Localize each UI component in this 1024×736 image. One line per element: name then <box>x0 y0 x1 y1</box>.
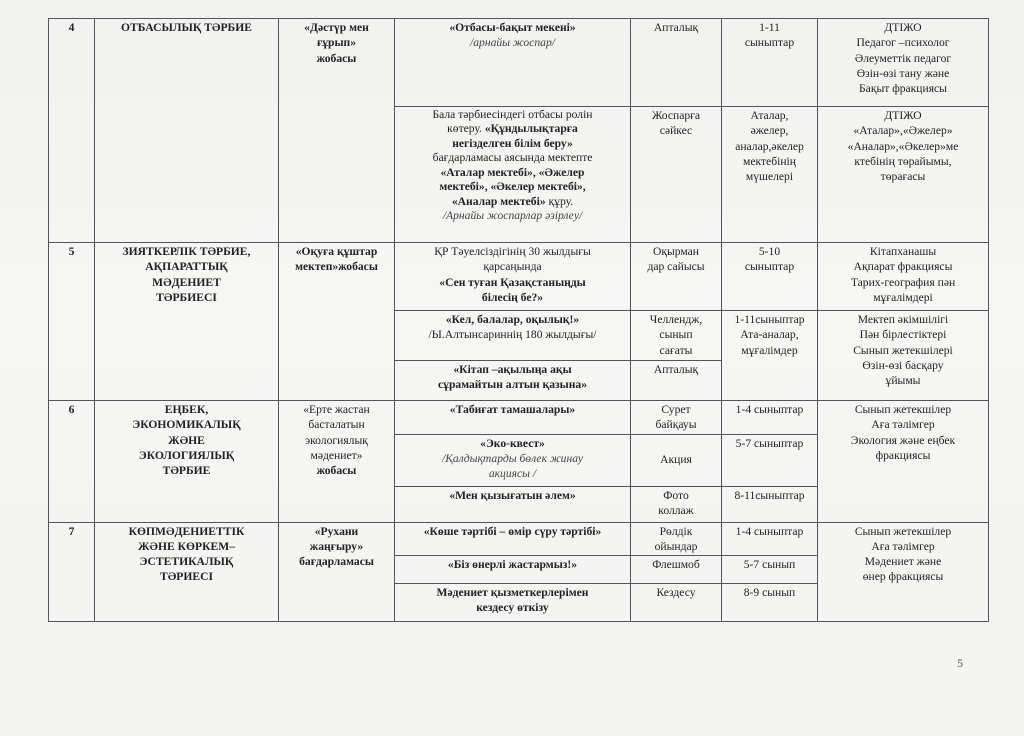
direction-line: ТӘРИЕСІ <box>159 570 213 584</box>
audience-line: мұғалімдер <box>741 343 798 357</box>
event-text: мектебі», «Әкелер мектебі», <box>439 180 586 194</box>
event-cell <box>395 486 631 522</box>
period-line: байқауы <box>655 418 697 432</box>
direction-line: АҚПАРАТТЫҚ <box>145 260 228 274</box>
responsible-line: фракциясы <box>875 448 931 462</box>
responsible-cell <box>818 243 989 311</box>
row-number: 4 <box>49 19 95 243</box>
direction-cell <box>95 243 279 401</box>
direction-line: ЭКОНОМИКАЛЫҚ <box>132 418 241 432</box>
period-cell: Акция <box>631 434 722 486</box>
event-cell <box>395 556 631 584</box>
event-text: көтеру. <box>447 122 485 136</box>
responsible-line: Сынып жетекшілері <box>853 343 953 357</box>
period-line: Челлендж, <box>649 313 703 326</box>
event-text: құру. <box>545 194 574 208</box>
event-title: «Отбасы-бақыт мекені» <box>449 21 576 34</box>
direction-line: ЗИЯТКЕРЛІК ТӘРБИЕ, <box>122 245 251 258</box>
event-text: негізделген білім беру» <box>452 136 573 150</box>
row-number: 6 <box>49 401 95 523</box>
audience-cell: 8-11сыныптар <box>722 486 818 522</box>
event-text: бағдарламасы аясында мектепте <box>432 151 593 165</box>
responsible-line: Сынып жетекшілер <box>854 403 952 416</box>
period-line: Оқырман <box>652 245 700 258</box>
direction-cell <box>95 401 279 523</box>
project-cell <box>279 401 395 523</box>
responsible-cell <box>818 19 989 107</box>
event-cell <box>395 19 631 107</box>
period-line: дар сайысы <box>647 260 705 274</box>
responsible-line: Экология және еңбек <box>850 433 956 447</box>
audience-line: мүшелері <box>745 170 794 184</box>
audience-cell: 1-4 сыныптар <box>722 401 818 435</box>
audience-cell <box>722 311 818 401</box>
event-cell <box>395 434 631 486</box>
responsible-line: Өзін-өзі басқару <box>862 358 944 372</box>
period-cell <box>631 401 722 435</box>
responsible-cell <box>818 401 989 523</box>
period-cell <box>631 522 722 556</box>
project-line: «Рухани <box>314 524 359 538</box>
direction-line: ЖӘНЕ КӨРКЕМ– <box>137 539 236 553</box>
event-title: «Эко-квест» <box>480 436 545 450</box>
audience-cell: 5-7 сыныптар <box>722 434 818 486</box>
event-text: қарсаңында <box>483 260 542 274</box>
row-number: 7 <box>49 522 95 622</box>
responsible-line: ДТІЖО <box>884 21 922 34</box>
event-cell <box>395 584 631 622</box>
project-line: мәдениет» <box>310 448 363 462</box>
period-cell: Кездесу <box>631 584 722 622</box>
row-number: 5 <box>49 243 95 401</box>
event-title: кездесу өткізу <box>476 601 549 615</box>
event-title: «Көше тәртібі – өмір сүру тәртібі» <box>423 524 602 538</box>
event-cell <box>395 311 631 361</box>
responsible-line: Педагог –психолог <box>856 36 950 50</box>
project-line: бағдарламасы <box>299 555 374 569</box>
period-cell <box>631 243 722 311</box>
audience-cell: 5-7 сынып <box>722 556 818 584</box>
event-text: «Аналар мектебі» <box>451 194 546 208</box>
direction-line: МӘДЕНИЕТ <box>152 275 221 289</box>
audience-cell <box>722 19 818 107</box>
period-line: Сурет <box>661 403 691 416</box>
period-line: Рөлдік <box>659 524 693 538</box>
responsible-line: төрағасы <box>880 170 926 184</box>
responsible-line: «Аталар»,«Әжелер» <box>853 124 953 138</box>
audience-cell: 1-4 сыныптар <box>722 522 818 556</box>
audience-line: Аталар, <box>750 109 789 122</box>
direction-line: ТӘРБИЕСІ <box>156 290 217 304</box>
responsible-line: Ақпарат фракциясы <box>853 260 953 274</box>
responsible-line: Пән бірлестіктері <box>859 328 947 342</box>
project-line: жобасы <box>316 51 357 65</box>
period-cell <box>631 486 722 522</box>
responsible-line: Сынып жетекшілер <box>854 524 952 538</box>
event-cell <box>395 107 631 243</box>
period-line: Фото <box>663 488 689 502</box>
audience-line: сыныптар <box>744 36 795 50</box>
responsible-line: Әлеуметтік педагог <box>854 51 952 65</box>
period-cell <box>631 311 722 361</box>
project-line: «Дәстүр мен <box>304 21 369 34</box>
event-title: «Мен қызығатын әлем» <box>449 488 576 502</box>
event-title: «Кітап –ақылыңа ақы <box>453 363 572 376</box>
event-note: акциясы / <box>488 467 537 481</box>
project-cell <box>279 243 395 401</box>
period-line: Жоспарға <box>651 109 701 122</box>
audience-line: 1-11сыныптар <box>734 313 805 326</box>
project-line: жаңғыру» <box>309 539 364 553</box>
event-title: «Табиғат тамашалары» <box>449 403 576 416</box>
responsible-line: Аға тәлімгер <box>871 539 935 553</box>
direction-cell <box>95 522 279 622</box>
event-note: /Қалдықтарды бөлек жинау <box>441 451 584 465</box>
responsible-cell <box>818 311 989 401</box>
period-line: сағаты <box>659 343 693 357</box>
event-cell <box>395 401 631 435</box>
responsible-line: өнер фракциясы <box>862 570 944 584</box>
period-cell <box>631 107 722 243</box>
event-text: ҚР Тәуелсіздігінің 30 жылдығы <box>434 245 591 258</box>
event-cell <box>395 243 631 311</box>
event-title: білесің бе?» <box>481 290 544 304</box>
responsible-line: Кітапханашы <box>869 245 937 258</box>
event-text: Бала тәрбиесіндегі отбасы ролін <box>432 108 593 121</box>
period-line: коллаж <box>658 503 694 517</box>
event-title: «Сен туған Қазақстаныңды <box>439 275 586 289</box>
direction-line: ТӘРБИЕ <box>162 464 211 478</box>
responsible-line: Тарих-география пән <box>850 275 956 289</box>
project-line: «Оқуға құштар <box>295 245 378 258</box>
period-cell: Апталық <box>631 19 722 107</box>
direction-line: ЭКОЛОГИЯЛЫҚ <box>138 448 235 462</box>
audience-line: сыныптар <box>744 260 795 274</box>
audience-line: әжелер, <box>750 124 789 138</box>
responsible-line: мұғалімдері <box>873 290 933 304</box>
responsible-line: Мәдениет және <box>864 555 942 569</box>
period-cell: Апталық <box>631 361 722 401</box>
table-row <box>49 19 989 107</box>
period-line: ойындар <box>654 539 698 553</box>
responsible-cell <box>818 107 989 243</box>
page-number: 5 <box>957 656 963 670</box>
direction-line: ЭСТЕТИКАЛЫҚ <box>139 555 234 569</box>
audience-cell: 8-9 сынып <box>722 584 818 622</box>
event-cell <box>395 361 631 401</box>
event-note: /Арнайы жоспарлар әзірлеу/ <box>442 209 583 223</box>
event-title: сұрамайтын алтын қазына» <box>438 378 587 392</box>
audience-cell <box>722 107 818 243</box>
responsible-line: ДТІЖО <box>884 109 922 122</box>
period-line: сынып <box>659 328 693 342</box>
project-cell <box>279 522 395 622</box>
project-line: экологиялық <box>305 433 368 447</box>
project-line: басталатын <box>308 418 365 432</box>
responsible-line: Аға тәлімгер <box>871 418 935 432</box>
responsible-line: Мектеп әкімшілігі <box>857 313 949 326</box>
event-title: Мәдениет қызметкерлерімен <box>436 586 589 600</box>
event-text: /Ы.Алтынсариннің 180 жылдығы/ <box>428 328 597 342</box>
direction-cell: ОТБАСЫЛЫҚ ТӘРБИЕ <box>95 19 279 243</box>
project-line: ғұрып» <box>316 36 357 50</box>
direction-line: ЖӘНЕ <box>168 433 205 447</box>
audience-line: аналар,әкелер <box>735 139 804 153</box>
event-note: /арнайы жоспар/ <box>470 36 555 50</box>
responsible-line: ұйымы <box>885 374 921 388</box>
project-line: «Ерте жастан <box>303 403 370 416</box>
project-cell <box>279 19 395 243</box>
education-plan-table <box>48 18 989 622</box>
responsible-line: Бақыт фракциясы <box>859 82 947 96</box>
table-row <box>49 243 989 311</box>
event-text: «Аталар мектебі», «Әжелер <box>440 165 585 179</box>
project-line: мектеп»жобасы <box>295 260 378 274</box>
responsible-cell <box>818 522 989 622</box>
event-title: «Біз өнерлі жастармыз!» <box>447 558 578 572</box>
responsible-line: Өзін-өзі тану және <box>856 66 950 80</box>
audience-line: Ата-аналар, <box>740 328 799 342</box>
audience-line: 5-10 <box>758 245 781 258</box>
event-title: «Кел, балалар, оқылық!» <box>445 313 580 326</box>
responsible-line: ктебінің төрайымы, <box>854 154 952 168</box>
responsible-line: «Аналар»,«Әкелер»ме <box>847 139 959 153</box>
audience-line: 1-11 <box>759 21 780 34</box>
period-cell: Флешмоб <box>631 556 722 584</box>
event-cell <box>395 522 631 556</box>
direction-line: ЕҢБЕК, <box>164 403 209 416</box>
period-line: сәйкес <box>659 124 693 138</box>
table-row <box>49 522 989 556</box>
audience-line: мектебінің <box>743 154 796 168</box>
audience-cell <box>722 243 818 311</box>
project-line: жобасы <box>316 464 357 478</box>
table-row <box>49 401 989 435</box>
direction-line: КӨПМӘДЕНИЕТТІК <box>128 524 245 538</box>
event-text: «Құндылықтарға <box>484 122 578 136</box>
